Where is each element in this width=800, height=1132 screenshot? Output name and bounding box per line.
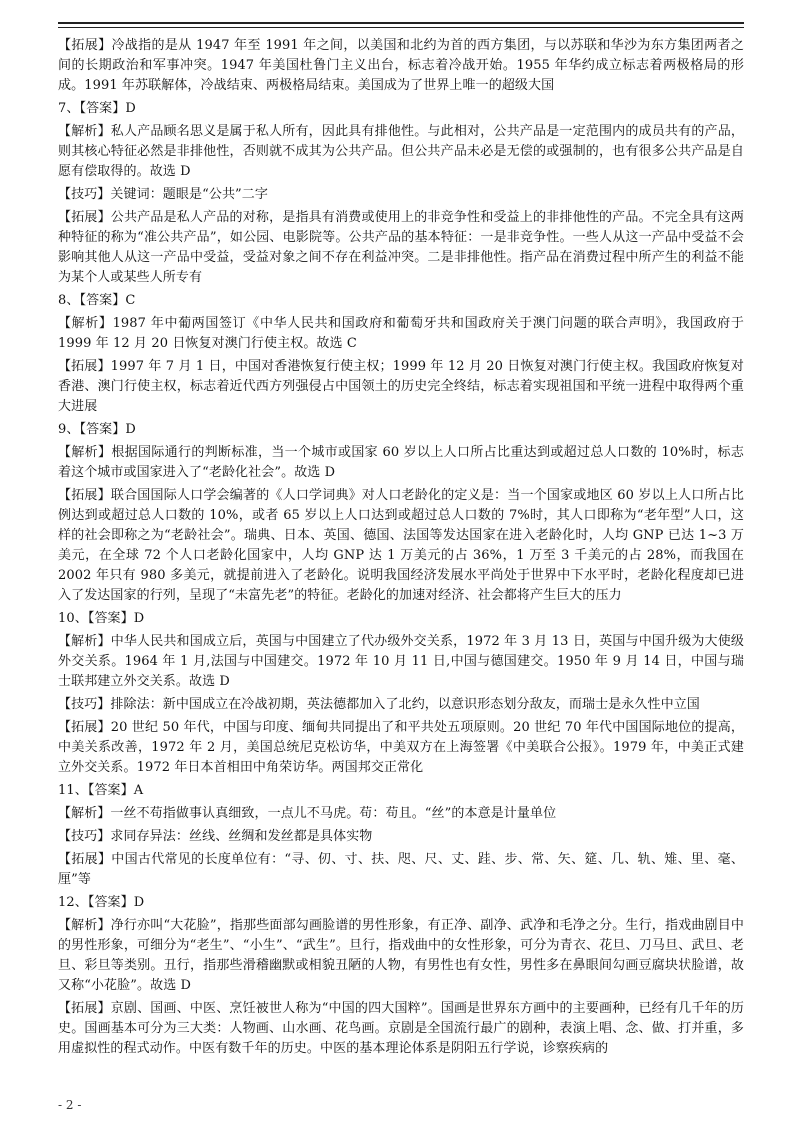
answer-heading: 8、【答案】C [58, 293, 136, 308]
explanation-paragraph: 【拓展】1997 年 7 月 1 日，中国对香港恢复行使主权；1999 年 12 月 20 日恢复对澳门行使主权。我国政府恢复对香港、澳门行使主权，标志着近代西方列强侵占中国领土的历史完全终结，标志着实现祖国和平统一进程中取得两个重大进展 [58, 359, 744, 414]
answer-explanations [58, 36, 744, 1062]
explanation-paragraph: 【拓展】联合国国际人口学会编著的《人口学词典》对人口老龄化的定义是：当一个国家或地区 60 岁以上人口所占比例达到或超过总人口数的 10%，或者 65 岁以上人口达到或超过总人口数的 7%时，其人口即称为“老年型”人口，这样的社会即称之为“老龄社会”。瑞典、日本、英国、德国、法国等发达国家在进入老龄化时，人均 GNP 已达 1~3 万美元，在全球 72 个人口老龄化国家中，人均 GNP 达 1 万美元的占 36%，1 万至 3 千美元的占 28%，而我国在 2002 年只有 980 多美元，就提前进入了老龄化。说明我国经济发展水平尚处于世界中下水平时，老龄化程度却已进入了发达国家的行列，呈现了“未富先老”的特征。老龄化的加速对经济、社会都将产生巨大的压力 [58, 488, 744, 603]
explanation-paragraph: 【解析】一丝不苟指做事认真细致，一点儿不马虎。苟：苟且。“丝”的本意是计量单位 [58, 806, 557, 821]
explanation-paragraph: 【拓展】公共产品是私人产品的对称，是指具有消费或使用上的非竞争性和受益上的非排他性的产品。不完全具有这两种特征的称为“准公共产品”，如公园、电影院等。公共产品的基本特征：一是非竞争性。一些人从这一产品中受益不会影响其他人从这一产品中受益，受益对象之间不存在利益冲突。二是非排他性。指产品在消费过程中所产生的利益不能为某个人或某些人所专有 [58, 210, 744, 285]
explanation-paragraph: 【技巧】求同存异法：丝线、丝绸和发丝都是具体实物 [58, 829, 373, 844]
explanation-paragraph: 【拓展】冷战指的是从 1947 年至 1991 年之间，以美国和北约为首的西方集团，与以苏联和华沙为东方集团两者之间的长期政治和军事冲突。1947 年美国杜鲁门主义出台，标志着冷战开始。1955 年华约成立标志着两极格局的形成。1991 年苏联解体，冷战结束、两极格局结束。美国成为了世界上唯一的超级大国 [58, 38, 744, 93]
header-rule [58, 22, 744, 24]
explanation-paragraph: 【解析】净行亦叫“大花脸”，指那些面部勾画脸谱的男性形象，有正净、副净、武净和毛净之分。生行，指戏曲剧目中的男性形象，可细分为“老生”、“小生”、“武生”。旦行，指戏曲中的女性形象，可分为青衣、花旦、刀马旦、武旦、老旦、彩旦等类别。丑行，指那些滑稽幽默或相貌丑陋的人物，有男性也有女性，男性多在鼻眼间勾画豆腐块状脸谱，故又称“小花脸”。故选 D [58, 918, 744, 993]
answer-heading: 7、【答案】D [58, 101, 136, 116]
answer-heading: 9、【答案】D [58, 422, 136, 437]
answer-heading: 11、【答案】A [58, 783, 144, 798]
explanation-paragraph: 【拓展】20 世纪 50 年代，中国与印度、缅甸共同提出了和平共处五项原则。20 世纪 70 年代中国国际地位的提高，中美关系改善，1972 年 2 月，美国总统尼克松访华，中美双方在上海签署《中美联合公报》。1979 年，中美正式建立外交关系。1972 年日本首相田中角荣访华。两国邦交正常化 [58, 720, 744, 775]
explanation-paragraph: 【拓展】中国古代常见的长度单位有：“寻、仞、寸、扶、咫、尺、丈、跬、步、常、矢、筵、几、轨、雉、里、毫、厘”等 [58, 852, 744, 887]
explanation-paragraph: 【解析】中华人民共和国成立后，英国与中国建立了代办级外交关系，1972 年 3 月 13 日，英国与中国升级为大使级外交关系。1964 年 1 月,法国与中国建交。1972 年 10 月 11 日,中国与德国建交。1950 年 9 月 14 日，中国与瑞士联邦建立外交关系。故选 D [58, 634, 744, 689]
header-rule-thin [58, 27, 744, 28]
explanation-paragraph: 【技巧】排除法：新中国成立在冷战初期，英法德都加入了北约，以意识形态划分敌友，而瑞士是永久性中立国 [58, 697, 700, 712]
explanation-paragraph: 【解析】根据国际通行的判断标准，当一个城市或国家 60 岁以上人口所占比重达到或超过总人口数的 10%时，标志着这个城市或国家进入了“老龄化社会”。故选 D [58, 445, 744, 480]
explanation-paragraph: 【技巧】关键词：题眼是“公共”二字 [58, 187, 268, 202]
page-number: - 2 - [58, 1098, 82, 1112]
explanation-paragraph: 【解析】1987 年中葡两国签订《中华人民共和国政府和葡萄牙共和国政府关于澳门问题的联合声明》，我国政府于 1999 年 12 月 20 日恢复对澳门行使主权。故选 C [58, 316, 744, 351]
explanation-paragraph: 【解析】私人产品顾名思义是属于私人所有，因此具有排他性。与此相对，公共产品是一定范围内的成员共有的产品，则其核心特征必然是非排他性，否则就不成其为公共产品。但公共产品未必是无偿的或强制的，也有很多公共产品是自愿有偿取得的。故选 D [58, 124, 744, 179]
answer-heading: 10、【答案】D [58, 611, 145, 626]
answer-heading: 12、【答案】D [58, 895, 145, 910]
explanation-paragraph: 【拓展】京剧、国画、中医、烹饪被世人称为“中国的四大国粹”。国画是世界东方画中的主要画种，已经有几千年的历史。国画基本可分为三大类：人物画、山水画、花鸟画。京剧是全国流行最广的剧种，表演上唱、念、做、打并重，多用虚拟性的程式动作。中医有数千年的历史。中医的基本理论体系是阴阳五行学说，诊察疾病的 [58, 1001, 744, 1056]
